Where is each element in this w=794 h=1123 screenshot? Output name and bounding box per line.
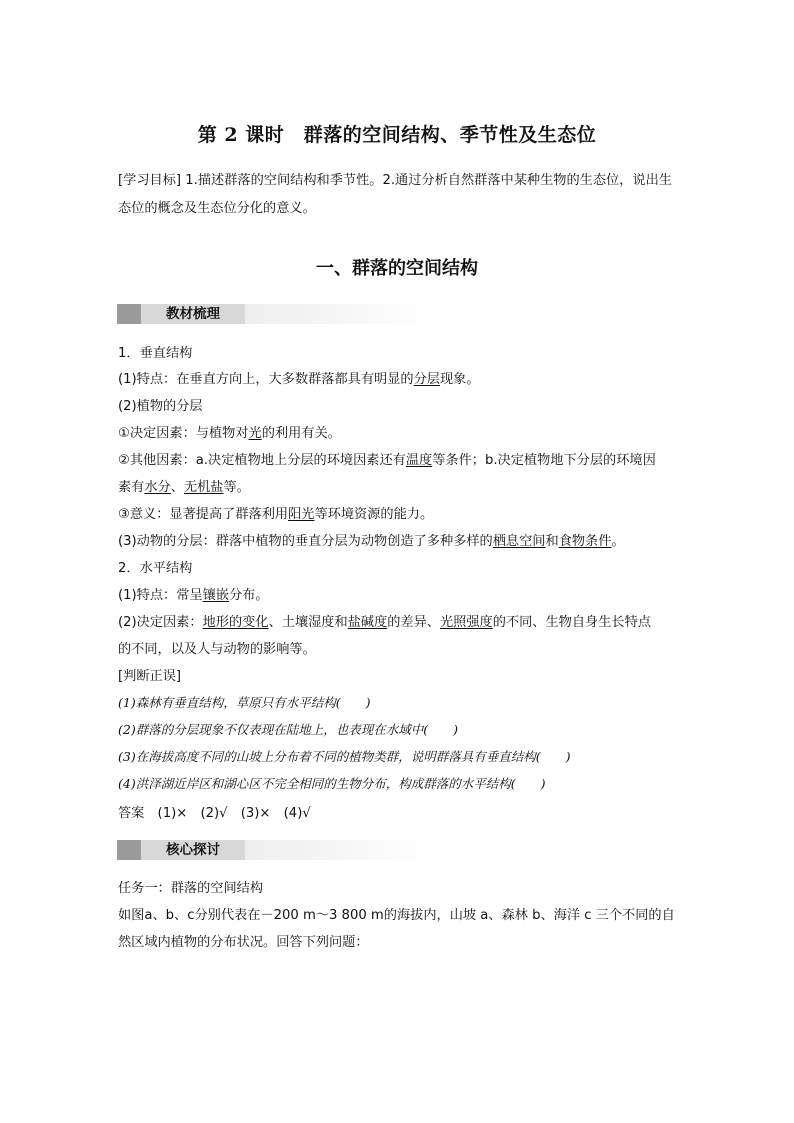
horizontal-factors-line2: 的不同，以及人与动物的影响等。: [118, 642, 316, 657]
other-factors-line2: 素有水分、无机盐等。: [118, 480, 250, 495]
horizontal-factors-line1: (2)决定因素：地形的变化、土壤湿度和盐碱度的差异、光照强度的不同、生物自身生长特点: [118, 615, 651, 630]
significance: ③意义：显著提高了群落利用阳光等环境资源的能力。: [118, 507, 434, 522]
animal-layering: (3)动物的分层：群落中植物的垂直分层为动物创造了多种多样的栖息空间和食物条件。: [118, 534, 625, 549]
banner-textbook-label: 教材梳理: [141, 304, 245, 324]
objectives-text: 1.描述群落的空间结构和季节性。2.通过分析自然群落中某种生物的生态位，说出生态位的概念及生态位分化的意义。: [118, 173, 672, 216]
vertical-feature: (1)特点：在垂直方向上，大多数群落都具有明显的分层现象。: [118, 372, 480, 387]
horizontal-feature: (1)特点：常呈镶嵌分布。: [118, 588, 269, 603]
lesson-title: 第 2 课时 群落的空间结构、季节性及生态位: [197, 124, 597, 146]
answer-blank: 无机盐: [183, 480, 224, 495]
deciding-factor: ①决定因素：与植物对光的利用有关。: [118, 426, 341, 441]
judge-item-4: (4)洪泽湖近岸区和湖心区不完全相同的生物分布，构成群落的水平结构( ): [118, 776, 546, 791]
plant-layering-heading: (2)植物的分层: [118, 399, 203, 414]
task-paragraph-line1: 如图a、b、c分别代表在－200 m～3 800 m的海拔内，山坡 a、森林 b、海洋 c 三个不同的自: [118, 908, 675, 923]
answer-blank: 温度: [405, 453, 433, 468]
judge-label: [判断正误]: [118, 669, 182, 684]
answer-blank: 光照强度: [440, 615, 493, 630]
answer-blank: 光: [248, 426, 262, 441]
answer-blank: 地形的变化: [202, 615, 269, 630]
other-factors-line1: ②其他因素：a.决定植物地上分层的环境因素还有温度等条件；b.决定植物地下分层的环境因: [118, 453, 656, 468]
judge-item-2: (2)群落的分层现象不仅表现在陆地上，也表现在水域中( ): [118, 722, 458, 737]
answer-blank: 栖息空间: [492, 534, 546, 549]
answer-blank: 食物条件: [558, 534, 612, 549]
banner-textbook: [117, 304, 433, 324]
task-heading: 任务一：群落的空间结构: [118, 881, 264, 896]
answer-blank: 水分: [144, 480, 171, 495]
answer-line: 答案 (1)× (2)√ (3)× (4)√: [118, 806, 311, 821]
task-paragraph-line2: 然区域内植物的分布状况。回答下列问题：: [118, 935, 369, 950]
horizontal-heading: 2．水平结构: [118, 561, 193, 576]
banner-core: [117, 840, 433, 860]
answer-blank: 盐碱度: [347, 615, 388, 630]
section-title: 一、群落的空间结构: [316, 258, 478, 279]
answer-blank: 分层: [413, 372, 440, 387]
judge-item-3: (3)在海拔高度不同的山坡上分布着不同的植物类群，说明群落具有垂直结构( ): [118, 749, 571, 764]
answer-blank: 镶嵌: [202, 588, 229, 603]
banner-core-label: 核心探讨: [141, 840, 245, 860]
objectives-label: [学习目标]: [118, 173, 182, 188]
learning-objectives: [118, 167, 678, 223]
judge-item-1: (1)森林有垂直结构，草原只有水平结构( ): [118, 695, 371, 710]
vertical-heading: 1．垂直结构: [118, 346, 193, 361]
answer-blank: 阳光: [288, 507, 315, 522]
